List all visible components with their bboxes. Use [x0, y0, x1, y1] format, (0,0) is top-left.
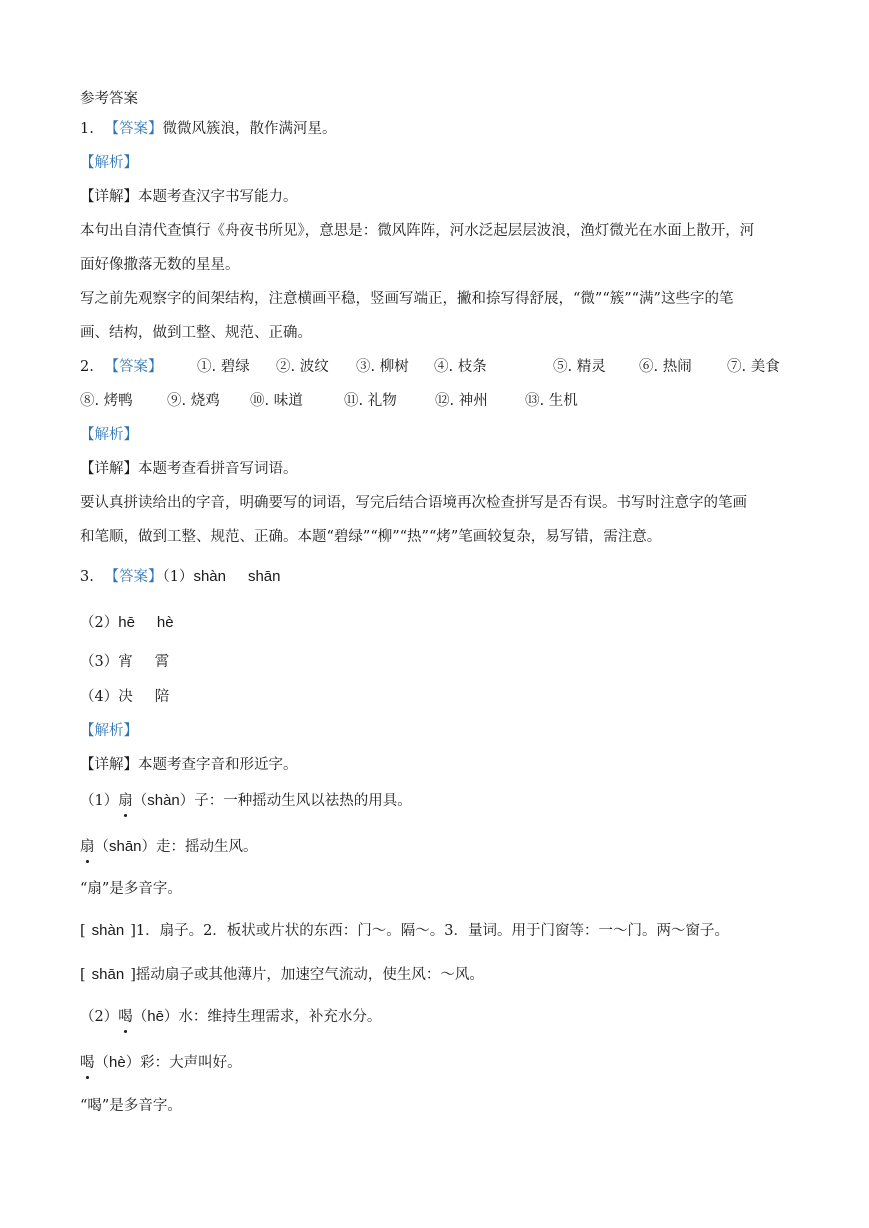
pinyin: shàn	[91, 922, 125, 939]
q1-analysis-tag: 【解析】	[80, 155, 138, 171]
q1-answer-text: 微微风簇浪，散作满河星。	[162, 121, 337, 137]
q1-para1-line1: 本句出自清代查慎行《舟夜书所见》，意思是：微风阵阵，河水泛起层层波浪，渔灯微光在水面上散开，河	[80, 223, 755, 239]
q1-para2-line2: 画、结构，做到工整、规范、正确。	[80, 325, 312, 341]
q1-para2-line1: 写之前先观察字的间架结构，注意横画平稳，竖画写端正，撇和捺写得舒展，“微”“簇”“满”这些字的笔	[80, 291, 734, 307]
q2-answer-item: ⑩. 味道	[250, 393, 303, 409]
q3-explain-line7	[80, 1053, 242, 1073]
q2-answer-item: ⑨. 烧鸡	[167, 393, 220, 409]
q3-analysis-tag: 【解析】	[80, 723, 138, 739]
pinyin: shān	[109, 838, 142, 855]
item-label: （1）	[80, 793, 119, 809]
dotted-char: 喝	[118, 1009, 133, 1025]
q2-answer-item: ⑫. 神州	[435, 393, 488, 409]
q2-answer-item: ①. 碧绿	[197, 359, 250, 375]
pinyin: shān	[91, 966, 125, 983]
q3-explain-line4	[80, 921, 729, 941]
paren: （	[94, 1055, 109, 1071]
q1-answer-tag: 【答案】	[104, 121, 163, 137]
q1-answer-line	[80, 119, 336, 139]
explain-text: ]摇动扇子或其他薄片，加速空气流动，使生风：～风。	[130, 967, 484, 983]
q3-answer-tag: 【答案】	[104, 569, 163, 585]
q2-para-line2: 和笔顺，做到工整、规范、正确。本题“碧绿”“柳”“热”“烤”笔画较复杂，易写错，需注意。	[80, 529, 662, 545]
q2-answer-item: ⑧. 烤鸭	[80, 393, 133, 409]
dotted-char: 扇	[118, 793, 133, 809]
q3-a1-label: （1）	[162, 569, 194, 585]
q3-a2-pinyin1: hē	[118, 614, 135, 631]
q3-a1-pinyin2: shān	[247, 568, 281, 585]
q3-a4-char1: 决	[118, 689, 133, 705]
q3-explain-line6	[80, 1007, 381, 1027]
pinyin: hē	[147, 1008, 164, 1025]
q1-detail-tag: 【详解】	[80, 189, 138, 205]
q3-a2-pinyin2: hè	[156, 614, 174, 631]
q1-para1-line2: 面好像撒落无数的星星。	[80, 257, 240, 273]
explain-text: ）水：维持生理需求，补充水分。	[163, 1009, 382, 1025]
q1-detail-line	[80, 187, 298, 207]
q3-explain-line8: “喝”是多音字。	[80, 1098, 182, 1114]
bracket: [	[80, 967, 86, 983]
explain-text: ）子：一种摇动生风以祛热的用具。	[179, 793, 412, 809]
q3-explain-line3: “扇”是多音字。	[80, 881, 182, 897]
q3-detail-text: 本题考查字音和形近字。	[138, 757, 298, 773]
q3-detail-line	[80, 755, 298, 775]
pinyin: shàn	[147, 792, 180, 809]
q2-answer-item: ③. 柳树	[356, 359, 409, 375]
q3-detail-tag: 【详解】	[80, 757, 138, 773]
paren: （	[132, 793, 148, 809]
heading: 参考答案	[80, 91, 138, 107]
pinyin: hè	[109, 1054, 126, 1071]
paren: （	[132, 1009, 148, 1025]
q2-detail-line	[80, 459, 298, 479]
q3-a2-line	[80, 613, 174, 633]
paren: （	[94, 839, 109, 855]
q2-answer-item: ②. 波纹	[276, 359, 329, 375]
bracket: [	[80, 923, 86, 939]
q2-para-line1: 要认真拼读给出的字音，明确要写的词语，写完后结合语境再次检查拼写是否有误。书写时注意字的笔画	[80, 495, 747, 511]
q3-a4-label: （4）	[80, 689, 119, 705]
explain-text: ）走：摇动生风。	[141, 839, 258, 855]
q3-answer-line	[80, 567, 281, 587]
q3-a3-char1: 宵	[118, 654, 133, 670]
q3-a1-pinyin1: shàn	[193, 568, 226, 585]
q3-explain-line2	[80, 837, 258, 857]
q2-answer-tag: 【答案】	[104, 359, 163, 375]
q2-detail-tag: 【详解】	[80, 461, 138, 477]
q1-detail-text: 本题考查汉字书写能力。	[138, 189, 298, 205]
q3-a3-line	[80, 652, 169, 672]
explain-text: ]1．扇子。2．板状或片状的东西：门～。隔～。3．量词。用于门窗等：一～门。两～窗子。	[130, 923, 730, 939]
q2-answer-item: ⑤. 精灵	[553, 359, 606, 375]
dotted-char: 扇	[80, 839, 95, 855]
explain-text: ）彩：大声叫好。	[125, 1055, 242, 1071]
q3-a3-label: （3）	[80, 654, 119, 670]
q2-answer-item: ⑬. 生机	[525, 393, 578, 409]
q2-number: 2.	[80, 359, 94, 375]
dotted-char: 喝	[80, 1055, 95, 1071]
q1-number: 1.	[80, 121, 94, 137]
q2-detail-text: 本题考查看拼音写词语。	[138, 461, 298, 477]
q3-a4-char2: 陪	[154, 689, 170, 705]
item-label: （2）	[80, 1009, 119, 1025]
q2-analysis-tag: 【解析】	[80, 427, 138, 443]
q2-answer-row1	[80, 357, 780, 377]
q2-answer-item: ⑥. 热闹	[639, 359, 692, 375]
q2-answer-item: ⑦. 美食	[727, 359, 780, 375]
q2-answer-item: ⑪. 礼物	[344, 393, 397, 409]
q3-explain-line1	[80, 791, 412, 811]
q3-a4-line	[80, 687, 169, 707]
q2-answer-item: ④. 枝条	[434, 359, 487, 375]
q3-a2-label: （2）	[80, 615, 119, 631]
q3-number: 3.	[80, 569, 94, 585]
q3-a3-char2: 霄	[154, 654, 170, 670]
q3-explain-line5	[80, 965, 484, 985]
